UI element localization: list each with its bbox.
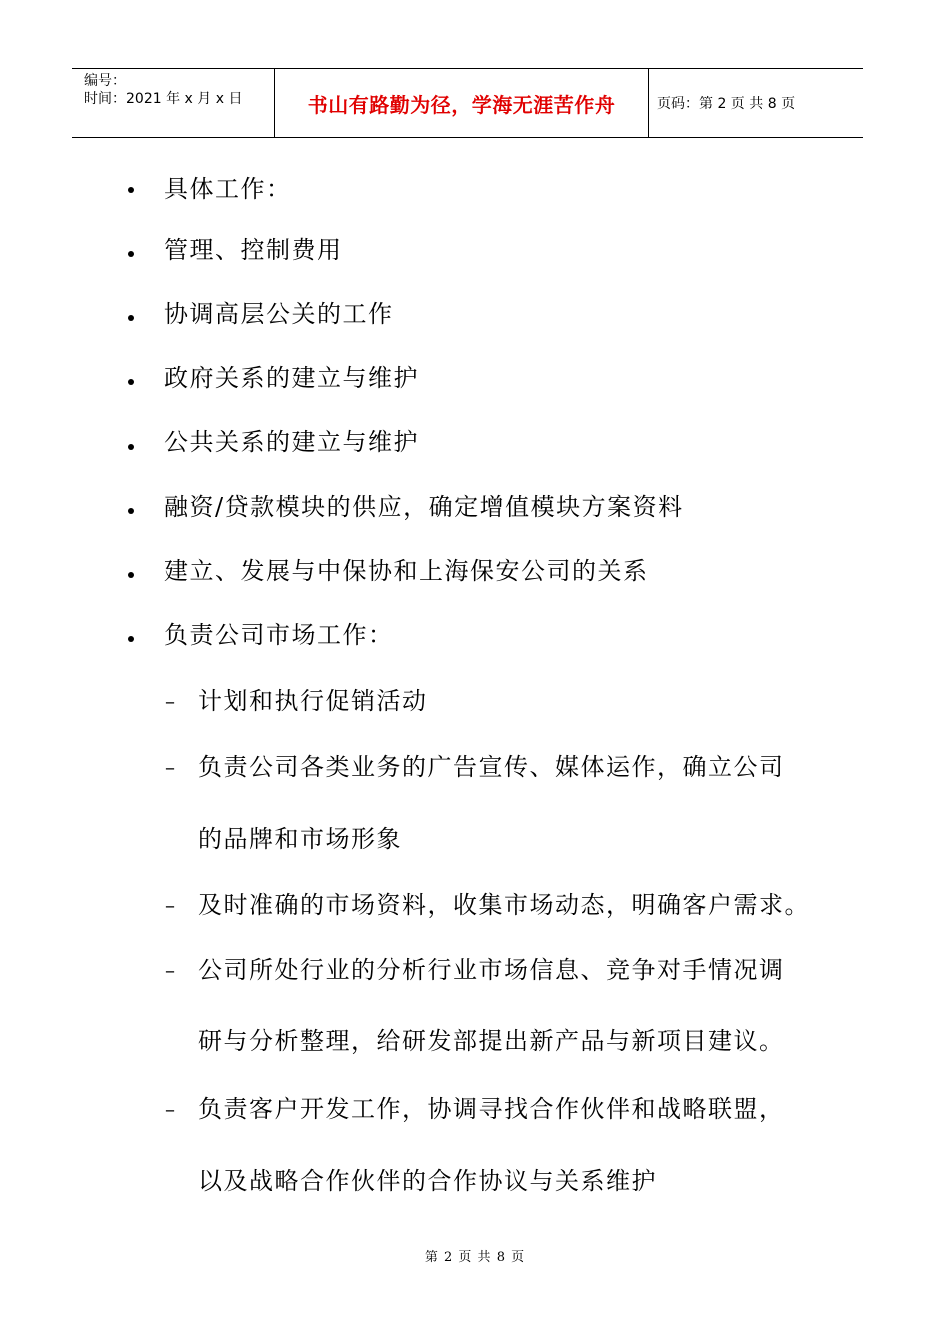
dash-marker: –	[165, 958, 175, 982]
date-label: 时间：2021 年 x 月 x 日	[84, 91, 243, 107]
sub-item-line: 及时准确的市场资料，收集市场动态，明确客户需求。	[198, 891, 810, 919]
dash-marker: –	[165, 755, 175, 779]
bullet-dot	[128, 315, 134, 321]
page-code: 页码：第 2 页 共 8 页	[657, 96, 796, 112]
header-page-cell	[649, 69, 863, 137]
bullet-dot	[128, 508, 134, 514]
bullet-dot	[128, 572, 134, 578]
document-header	[72, 68, 863, 138]
serial-number-label: 编号：	[84, 73, 126, 89]
dash-marker: –	[165, 893, 175, 917]
dash-marker: –	[165, 689, 175, 713]
header-meta-cell	[72, 69, 275, 137]
bullet-item: 协调高层公关的工作	[164, 300, 394, 328]
sub-item-line: 负责公司各类业务的广告宣传、媒体运作，确立公司	[198, 753, 785, 781]
bullet-item: 公共关系的建立与维护	[164, 428, 419, 456]
bullet-dot	[128, 379, 134, 385]
bullet-item: 融资/贷款模块的供应，确定增值模块方案资料	[164, 493, 684, 521]
bullet-item: 负责公司市场工作：	[164, 621, 394, 649]
bullet-dot	[128, 187, 134, 193]
sub-item-line: 以及战略合作伙伴的合作协议与关系维护	[198, 1167, 657, 1195]
sub-item-line: 的品牌和市场形象	[198, 825, 402, 853]
bullet-dot	[128, 251, 134, 257]
bullet-item: 政府关系的建立与维护	[164, 364, 419, 392]
bullet-dot	[128, 444, 134, 450]
page-footer: 第 2 页 共 8 页	[424, 1250, 526, 1265]
bullet-dot	[128, 636, 134, 642]
sub-item-line: 研与分析整理，给研发部提出新产品与新项目建议。	[198, 1027, 785, 1055]
dash-marker: –	[165, 1097, 175, 1121]
bullet-item: 具体工作：	[164, 175, 292, 203]
sub-item-line: 负责客户开发工作，协调寻找合作伙伴和战略联盟，	[198, 1095, 785, 1123]
sub-item-line: 计划和执行促销活动	[198, 687, 428, 715]
bullet-item: 管理、控制费用	[164, 236, 343, 264]
header-motto-cell	[275, 69, 649, 137]
bullet-item: 建立、发展与中保协和上海保安公司的关系	[164, 557, 649, 585]
sub-item-line: 公司所处行业的分析行业市场信息、竞争对手情况调	[198, 956, 785, 984]
motto-text: 书山有路勤为径，学海无涯苦作舟	[307, 92, 616, 117]
